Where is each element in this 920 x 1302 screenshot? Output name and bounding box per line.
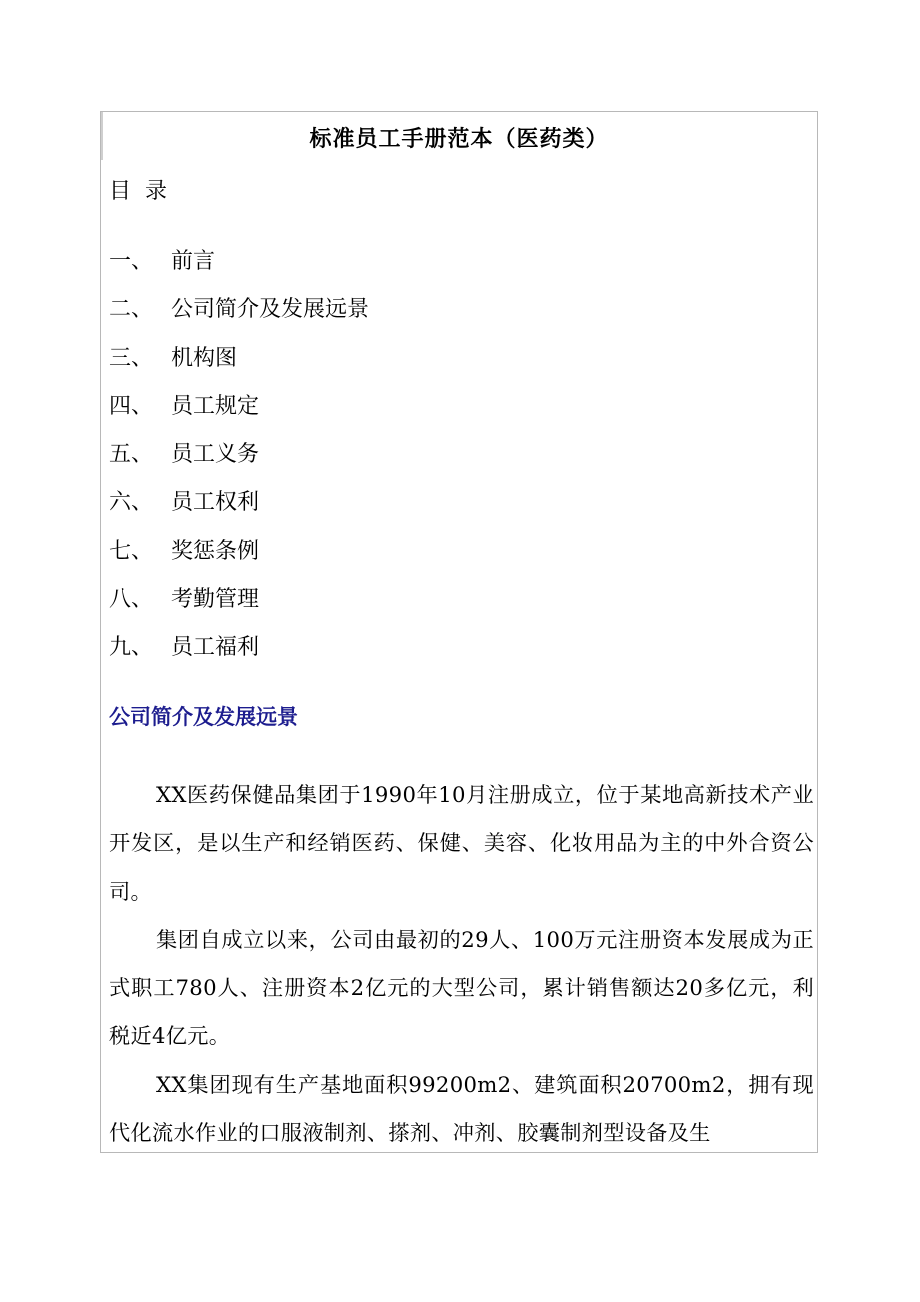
toc-item-employee-duties (109, 441, 369, 489)
toc-item-rewards-penalties (109, 538, 369, 586)
toc-heading-char: 目 (109, 179, 132, 204)
toc-item-label: 前言 (171, 249, 216, 274)
toc-item-number: 四、 (109, 393, 154, 419)
section-body (109, 771, 814, 1153)
body-paragraph: 集团自成立以来，公司由最初的29人、100万元注册资本发展成为正式职工780人、注册资本2亿元的大型公司，累计销售额达20多亿元，利税近4亿元。 (109, 926, 814, 1049)
toc-item-label: 员工义务 (171, 442, 260, 468)
toc-item-attendance (109, 586, 369, 634)
toc-item-label: 员工权利 (171, 490, 260, 516)
toc-item-label: 员工规定 (171, 393, 260, 419)
toc-item-employee-rules (109, 393, 369, 441)
toc-item-company-profile (109, 296, 369, 344)
toc-item-number: 一、 (109, 249, 154, 274)
toc-item-number: 七、 (109, 538, 154, 564)
section-heading: 公司简介及发展远景 (109, 705, 298, 729)
toc-item-number: 五、 (109, 442, 154, 468)
body-paragraph: XX医药保健品集团于1990年10月注册成立，位于某地高新技术产业开发区，是以生产和经销医药、保健、美容、化妆用品为主的中外合资公司。 (109, 782, 814, 904)
toc-item-preface (109, 248, 369, 296)
body-paragraph: XX集团现有生产基地面积99200m2、建筑面积20700m2，拥有现代化流水作业的口服液制剂、搽剂、冲剂、胶囊制剂型设备及生 (109, 1071, 814, 1146)
toc-item-label: 机构图 (171, 345, 238, 371)
document-page (100, 111, 818, 1153)
toc-item-employee-rights (109, 489, 369, 537)
toc-item-org-chart (109, 345, 369, 393)
toc-item-label: 奖惩条例 (171, 538, 260, 564)
toc-item-number: 二、 (109, 297, 154, 323)
toc-item-number: 八、 (109, 587, 154, 613)
toc-item-number: 六、 (109, 490, 154, 516)
toc-heading-char: 录 (145, 179, 168, 204)
toc-heading (109, 178, 167, 206)
toc-item-number: 九、 (109, 635, 154, 661)
document-title: 标准员工手册范本（医药类） (309, 127, 609, 152)
toc-item-label: 员工福利 (171, 635, 260, 661)
toc-item-label: 公司简介及发展远景 (171, 297, 370, 323)
toc-item-number: 三、 (109, 345, 154, 371)
table-of-contents (109, 248, 369, 683)
toc-item-label: 考勤管理 (171, 587, 260, 613)
toc-item-benefits (109, 634, 369, 682)
